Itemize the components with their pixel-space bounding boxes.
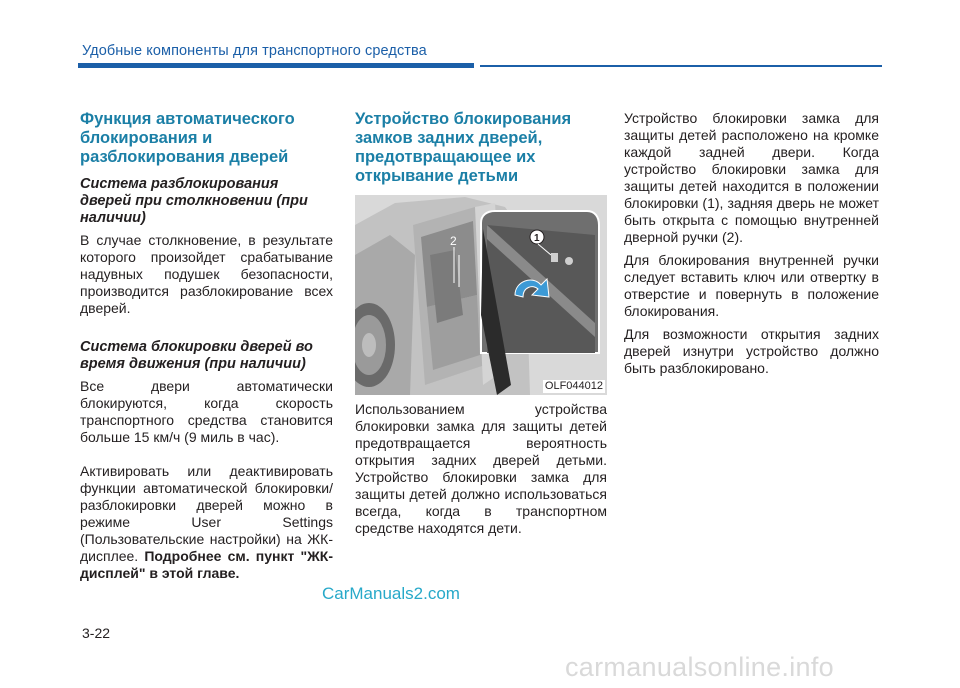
column-left [80,110,333,582]
page-number: 3-22 [82,625,111,641]
paragraph-crash-unlock: В случае столкновение, в результате которого произойдет срабатывание надувных подушек безопасности, производится разблокирование всех дверей. [80,232,333,316]
header-title: Удобные компоненты для транспортного средства [82,43,427,59]
header-rule-dark [78,63,474,68]
child-lock-illustration [355,195,607,395]
paragraph-speed-lock: Все двери автоматически блокируются, когда скорость транспортного средства становится больше 15 км/ч (9 миль в час). [80,378,333,445]
watermark-carmanualsonline[interactable]: carmanualsonline.info [565,652,834,682]
callout-2: 2 [450,234,457,248]
paragraph-user-settings-ref: Подробнее см. пункт "ЖК-дисплей" в этой главе. [80,548,334,581]
callout-1: 1 [534,233,540,244]
subheading-crash-unlock: Система разблокирования дверей при столкновении (при наличии) [80,176,308,226]
paragraph-child-lock-intro: Использованием устройства блокировки замка для защиты детей предотвращается вероятность открытия задних дверей детьми. Устройство блокировки замка для защиты детей должно использоваться всегда, когда в транспортном средстве находятся дети. [355,401,607,536]
figure-code: OLF044012 [544,380,603,392]
paragraph-child-lock-how: Для блокирования внутренней ручки следует вставить ключ или отвертку в отверстие и повернуть в положение блокирования. [624,252,879,319]
column-middle [355,110,607,537]
column-right [624,110,879,377]
paragraph-child-lock-location: Устройство блокировки замка для защиты детей расположено на кромке каждой задней двери. Когда устройство блокировки замка для защиты детей находится в положении блокировки (1), задняя дверь не может быть открыта с помощью внутренней дверной ручки (2). [624,110,879,245]
paragraph-child-lock-unlock: Для возможности открытия задних дверей изнутри устройство должно быть разблокировано. [624,326,879,376]
header-rule-light [480,65,882,67]
watermark-carmanuals2[interactable]: CarManuals2.com [322,584,460,603]
paragraph-user-settings [80,463,333,582]
child-lock-figure [355,195,607,395]
section-heading-auto-lock: Функция автоматического блокирования и разблокирования дверей [80,110,295,166]
subheading-speed-lock: Система блокировки дверей во время движения (при наличии) [80,339,313,372]
paragraph-user-settings-text: Активировать или деактивировать функции автоматической блокировки/разблокировки дверей можно в режиме User Settings (Пользовательские настройки) на ЖК-дисплее. [80,463,333,564]
section-heading-child-lock: Устройство блокирования замков задних дверей, предотвращающее их открывание детьми [355,110,572,185]
